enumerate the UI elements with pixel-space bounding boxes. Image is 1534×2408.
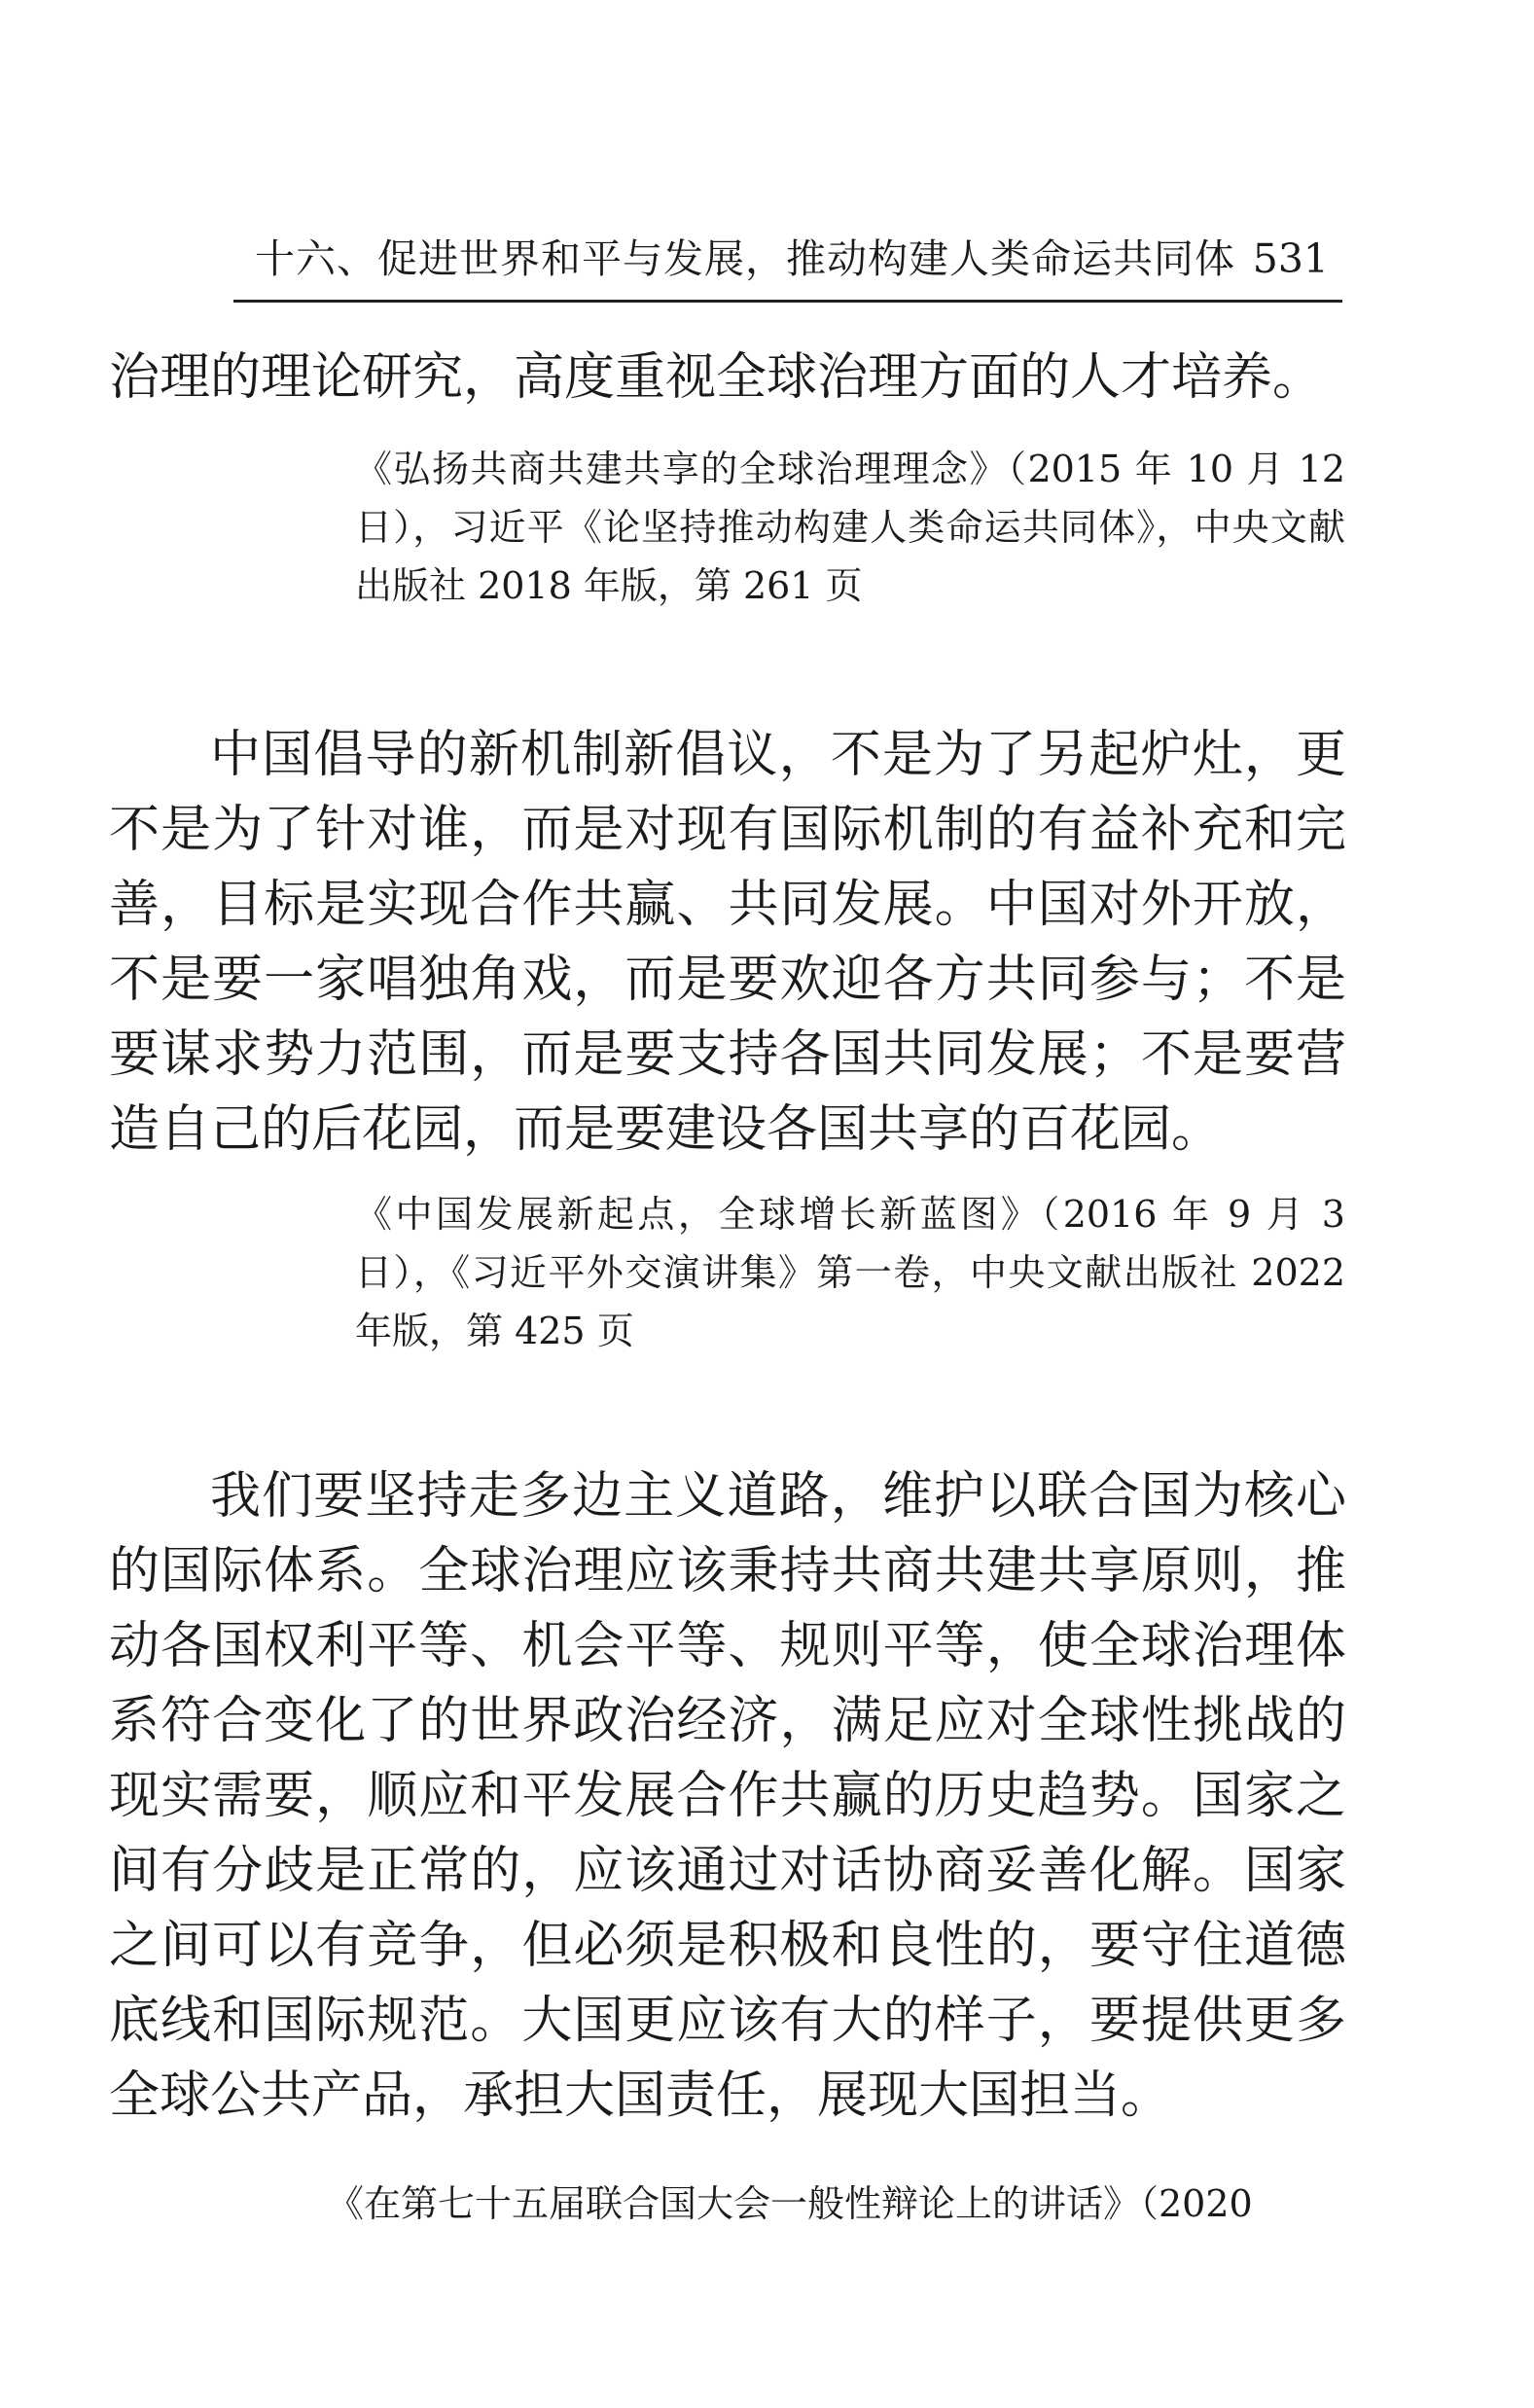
running-title: 十六、促进世界和平与发展，推动构建人类命运共同体 [255, 235, 1235, 282]
citation-3: 《在第七十五届联合国大会一般性辩论上的讲话》（2020 [327, 2182, 1253, 2225]
page-number: 531 [1252, 235, 1329, 282]
paragraph-2: 中国倡导的新机制新倡议，不是为了另起炉灶，更不是为了针对谁，而是对现有国际机制的有益补充和完善，目标是实现合作共赢、共同发展。中国对外开放，不是要一家唱独角戏，而是要欢迎各方共同参与；不是要谋求势力范围，而是要支持各国共同发展；不是要营造自己的后花园，而是要建设各国共享的百花园。 [109, 726, 1346, 1159]
citation-2: 《中国发展新起点，全球增长新蓝图》（2016 年 9 月 3 日），《习近平外交演讲集》第一卷，中央文献出版社 2022 年版，第 425 页 [355, 1193, 1345, 1352]
citation-1: 《弘扬共商共建共享的全球治理理念》（2015 年 10 月 12 日），习近平《论坚持推动构建人类命运共同体》，中央文献出版社 2018 年版，第 261 页 [355, 448, 1345, 607]
running-header [233, 226, 1342, 303]
paragraph-1: 治理的理论研究，高度重视全球治理方面的人才培养。 [109, 348, 1324, 407]
paragraph-3: 我们要坚持走多边主义道路，维护以联合国为核心的国际体系。全球治理应该秉持共商共建共享原则，推动各国权利平等、机会平等、规则平等，使全球治理体系符合变化了的世界政治经济，满足应对全球性挑战的现实需要，顺应和平发展合作共赢的历史趋势。国家之间有分歧是正常的，应该通过对话协商妥善化解。国家之间可以有竞争，但必须是积极和良性的，要守住道德底线和国际规范。大国更应该有大的样子，要提供更多全球公共产品，承担大国责任，展现大国担当。 [109, 1467, 1346, 2125]
